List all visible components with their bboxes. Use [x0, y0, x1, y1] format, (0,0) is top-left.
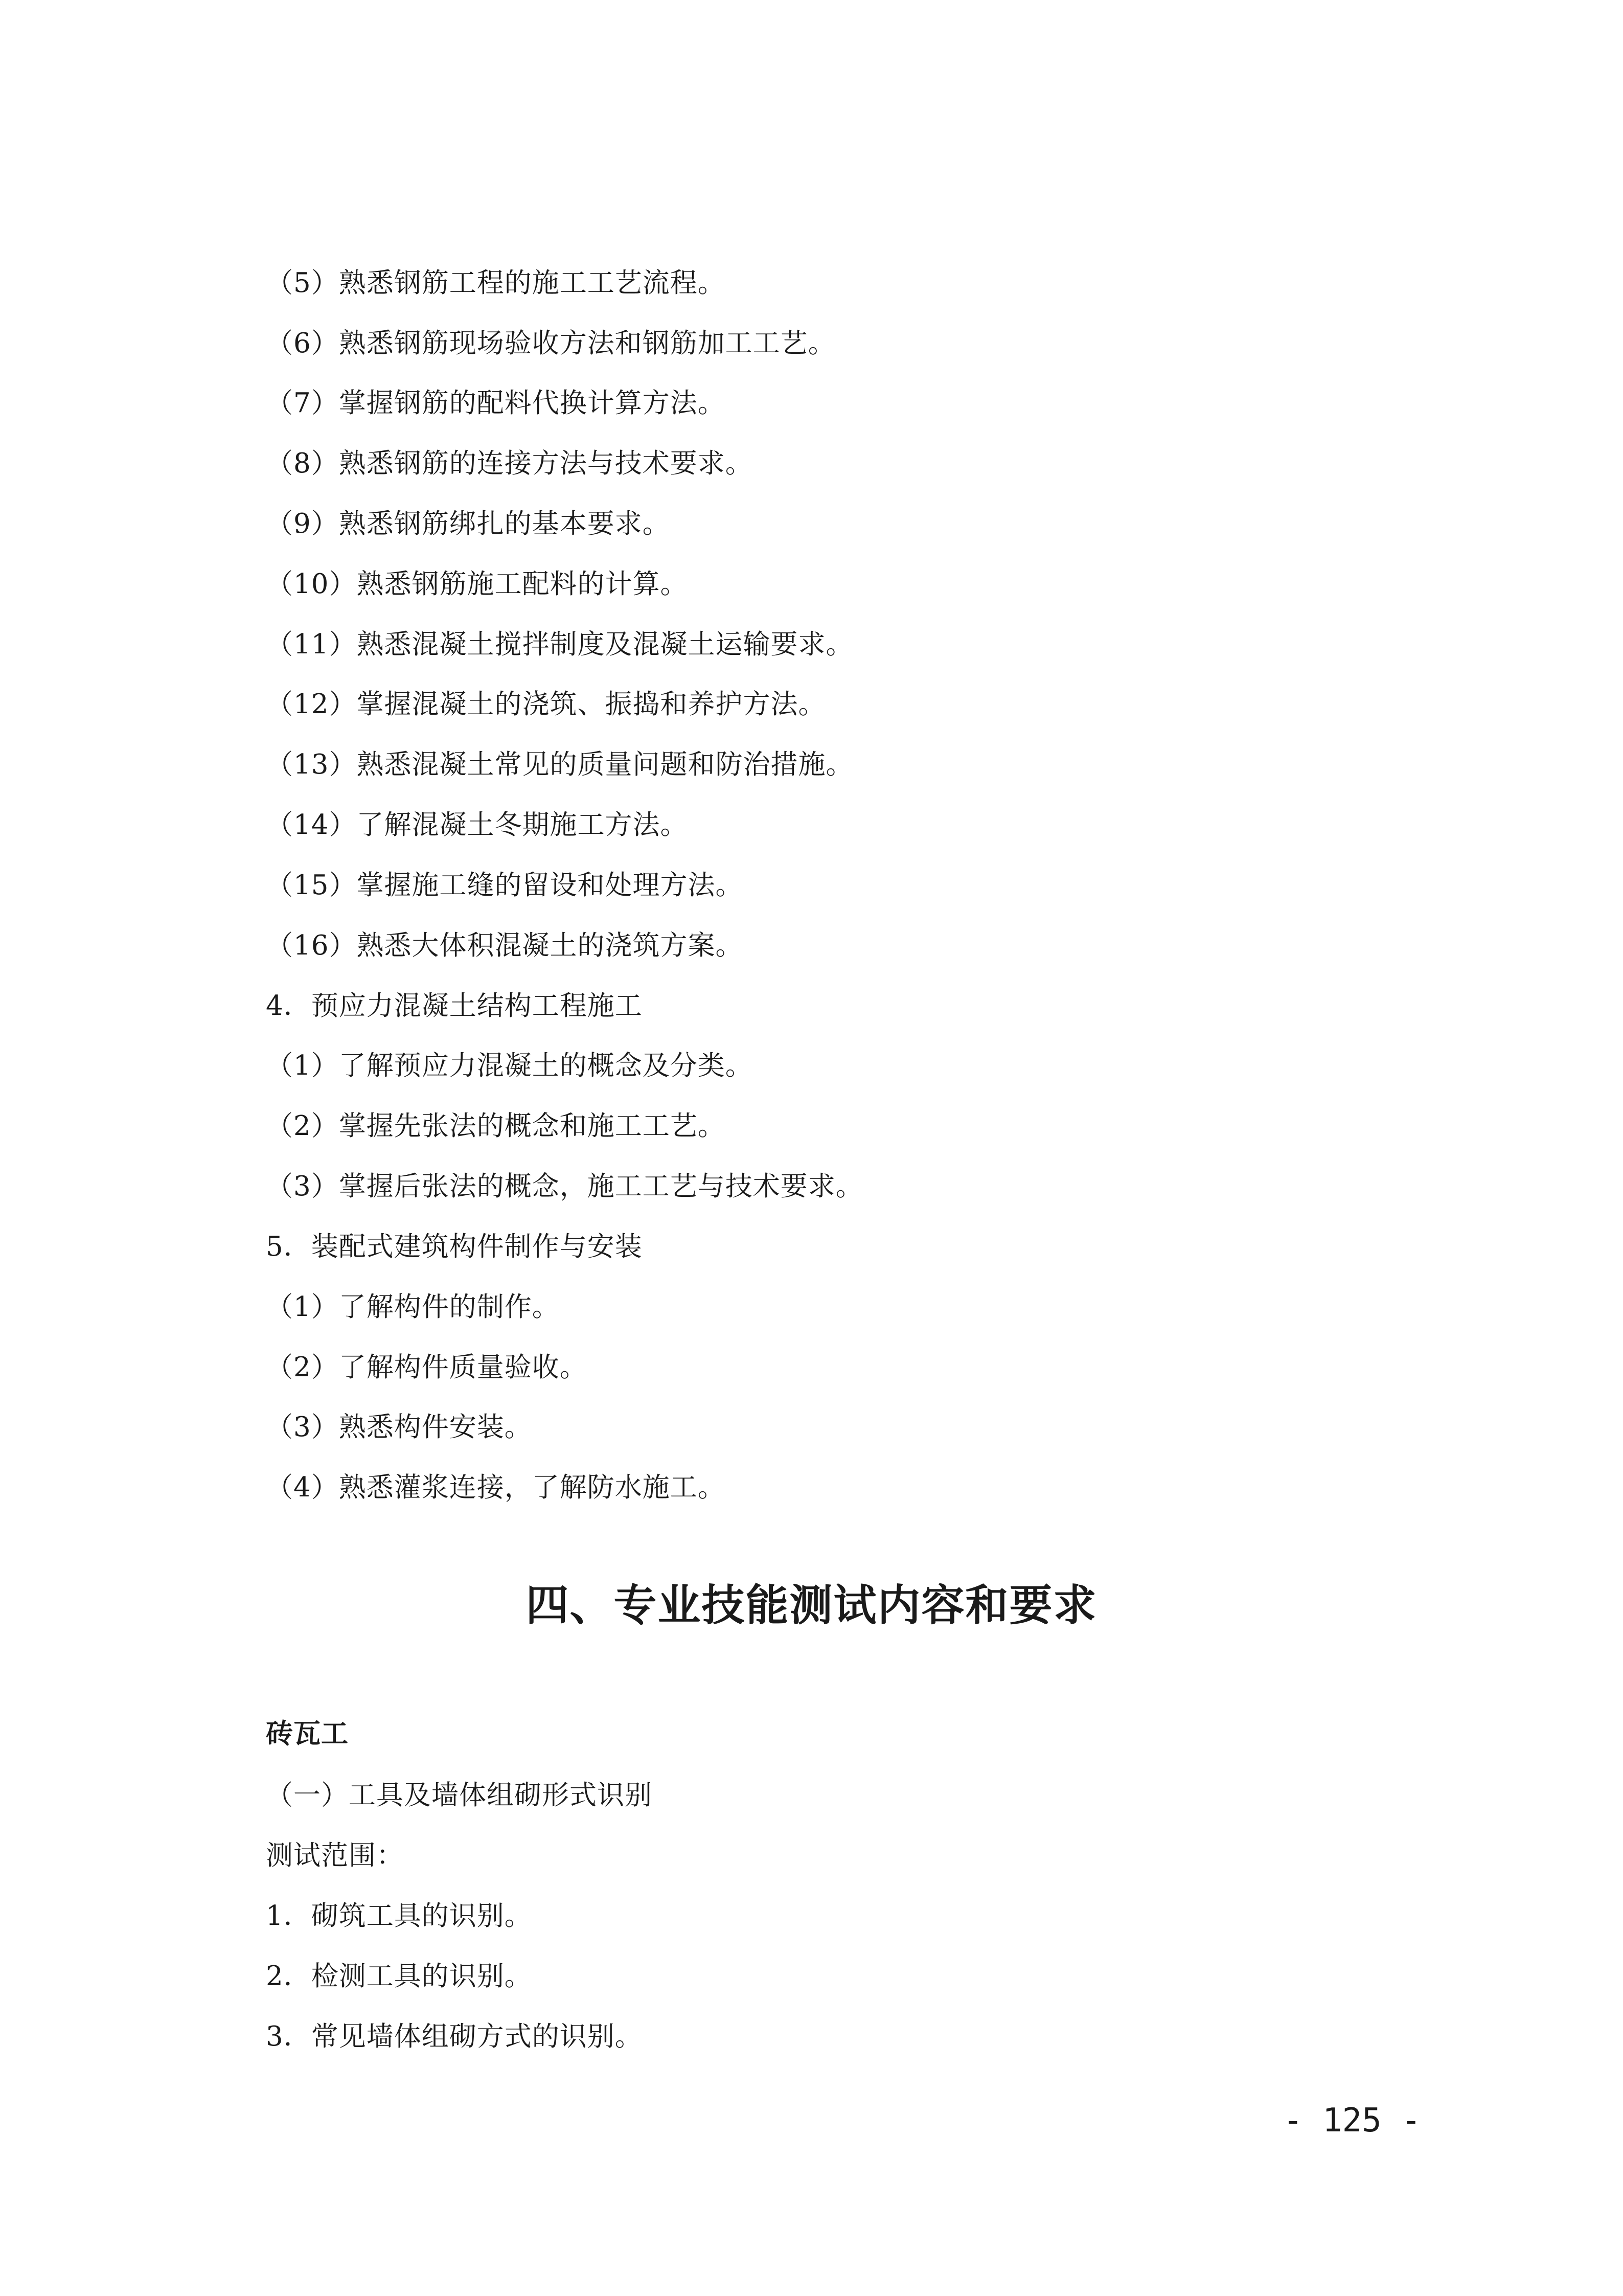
subsection-heading: 4．预应力混凝土结构工程施工: [266, 990, 643, 1021]
page-number: - 125 -: [1283, 2102, 1421, 2140]
list-item: （13）熟悉混凝土常见的质量问题和防治措施。: [266, 749, 854, 780]
list-item: （16）熟悉大体积混凝土的浇筑方案。: [266, 930, 743, 961]
list-item: （2）了解构件质量验收。: [266, 1352, 587, 1383]
list-item: （15）掌握施工缝的留设和处理方法。: [266, 870, 743, 901]
list-item: （11）熟悉混凝土搅拌制度及混凝土运输要求。: [266, 629, 854, 660]
list-item: 3．常见墙体组砌方式的识别。: [266, 2021, 643, 2052]
subject-title: 砖瓦工: [266, 1718, 349, 1749]
list-item: （2）掌握先张法的概念和施工工艺。: [266, 1110, 725, 1142]
section-heading: 四、专业技能测试内容和要求: [525, 1580, 1098, 1630]
list-item: （3）熟悉构件安装。: [266, 1412, 532, 1443]
list-item: （4）熟悉灌浆连接，了解防水施工。: [266, 1472, 725, 1503]
list-item: （1）了解预应力混凝土的概念及分类。: [266, 1050, 753, 1081]
list-item: 2．检测工具的识别。: [266, 1961, 532, 1992]
list-item: （10）熟悉钢筋施工配料的计算。: [266, 569, 688, 600]
list-item: （1）了解构件的制作。: [266, 1291, 560, 1323]
list-item: （12）掌握混凝土的浇筑、振捣和养护方法。: [266, 689, 826, 720]
list-item: （5）熟悉钢筋工程的施工工艺流程。: [266, 267, 725, 299]
list-item: （14）了解混凝土冬期施工方法。: [266, 809, 688, 840]
subsection-heading: 5．装配式建筑构件制作与安装: [266, 1231, 643, 1262]
list-item: （9）熟悉钢筋绑扎的基本要求。: [266, 508, 670, 539]
list-item: （3）掌握后张法的概念，施工工艺与技术要求。: [266, 1171, 863, 1202]
list-item: （8）熟悉钢筋的连接方法与技术要求。: [266, 448, 753, 479]
section-subheading: （一）工具及墙体组砌形式识别: [266, 1780, 652, 1811]
list-item: （7）掌握钢筋的配料代换计算方法。: [266, 388, 725, 419]
test-scope-label: 测试范围：: [266, 1840, 404, 1871]
list-item: 1．砌筑工具的识别。: [266, 1900, 532, 1931]
list-item: （6）熟悉钢筋现场验收方法和钢筋加工工艺。: [266, 328, 836, 359]
